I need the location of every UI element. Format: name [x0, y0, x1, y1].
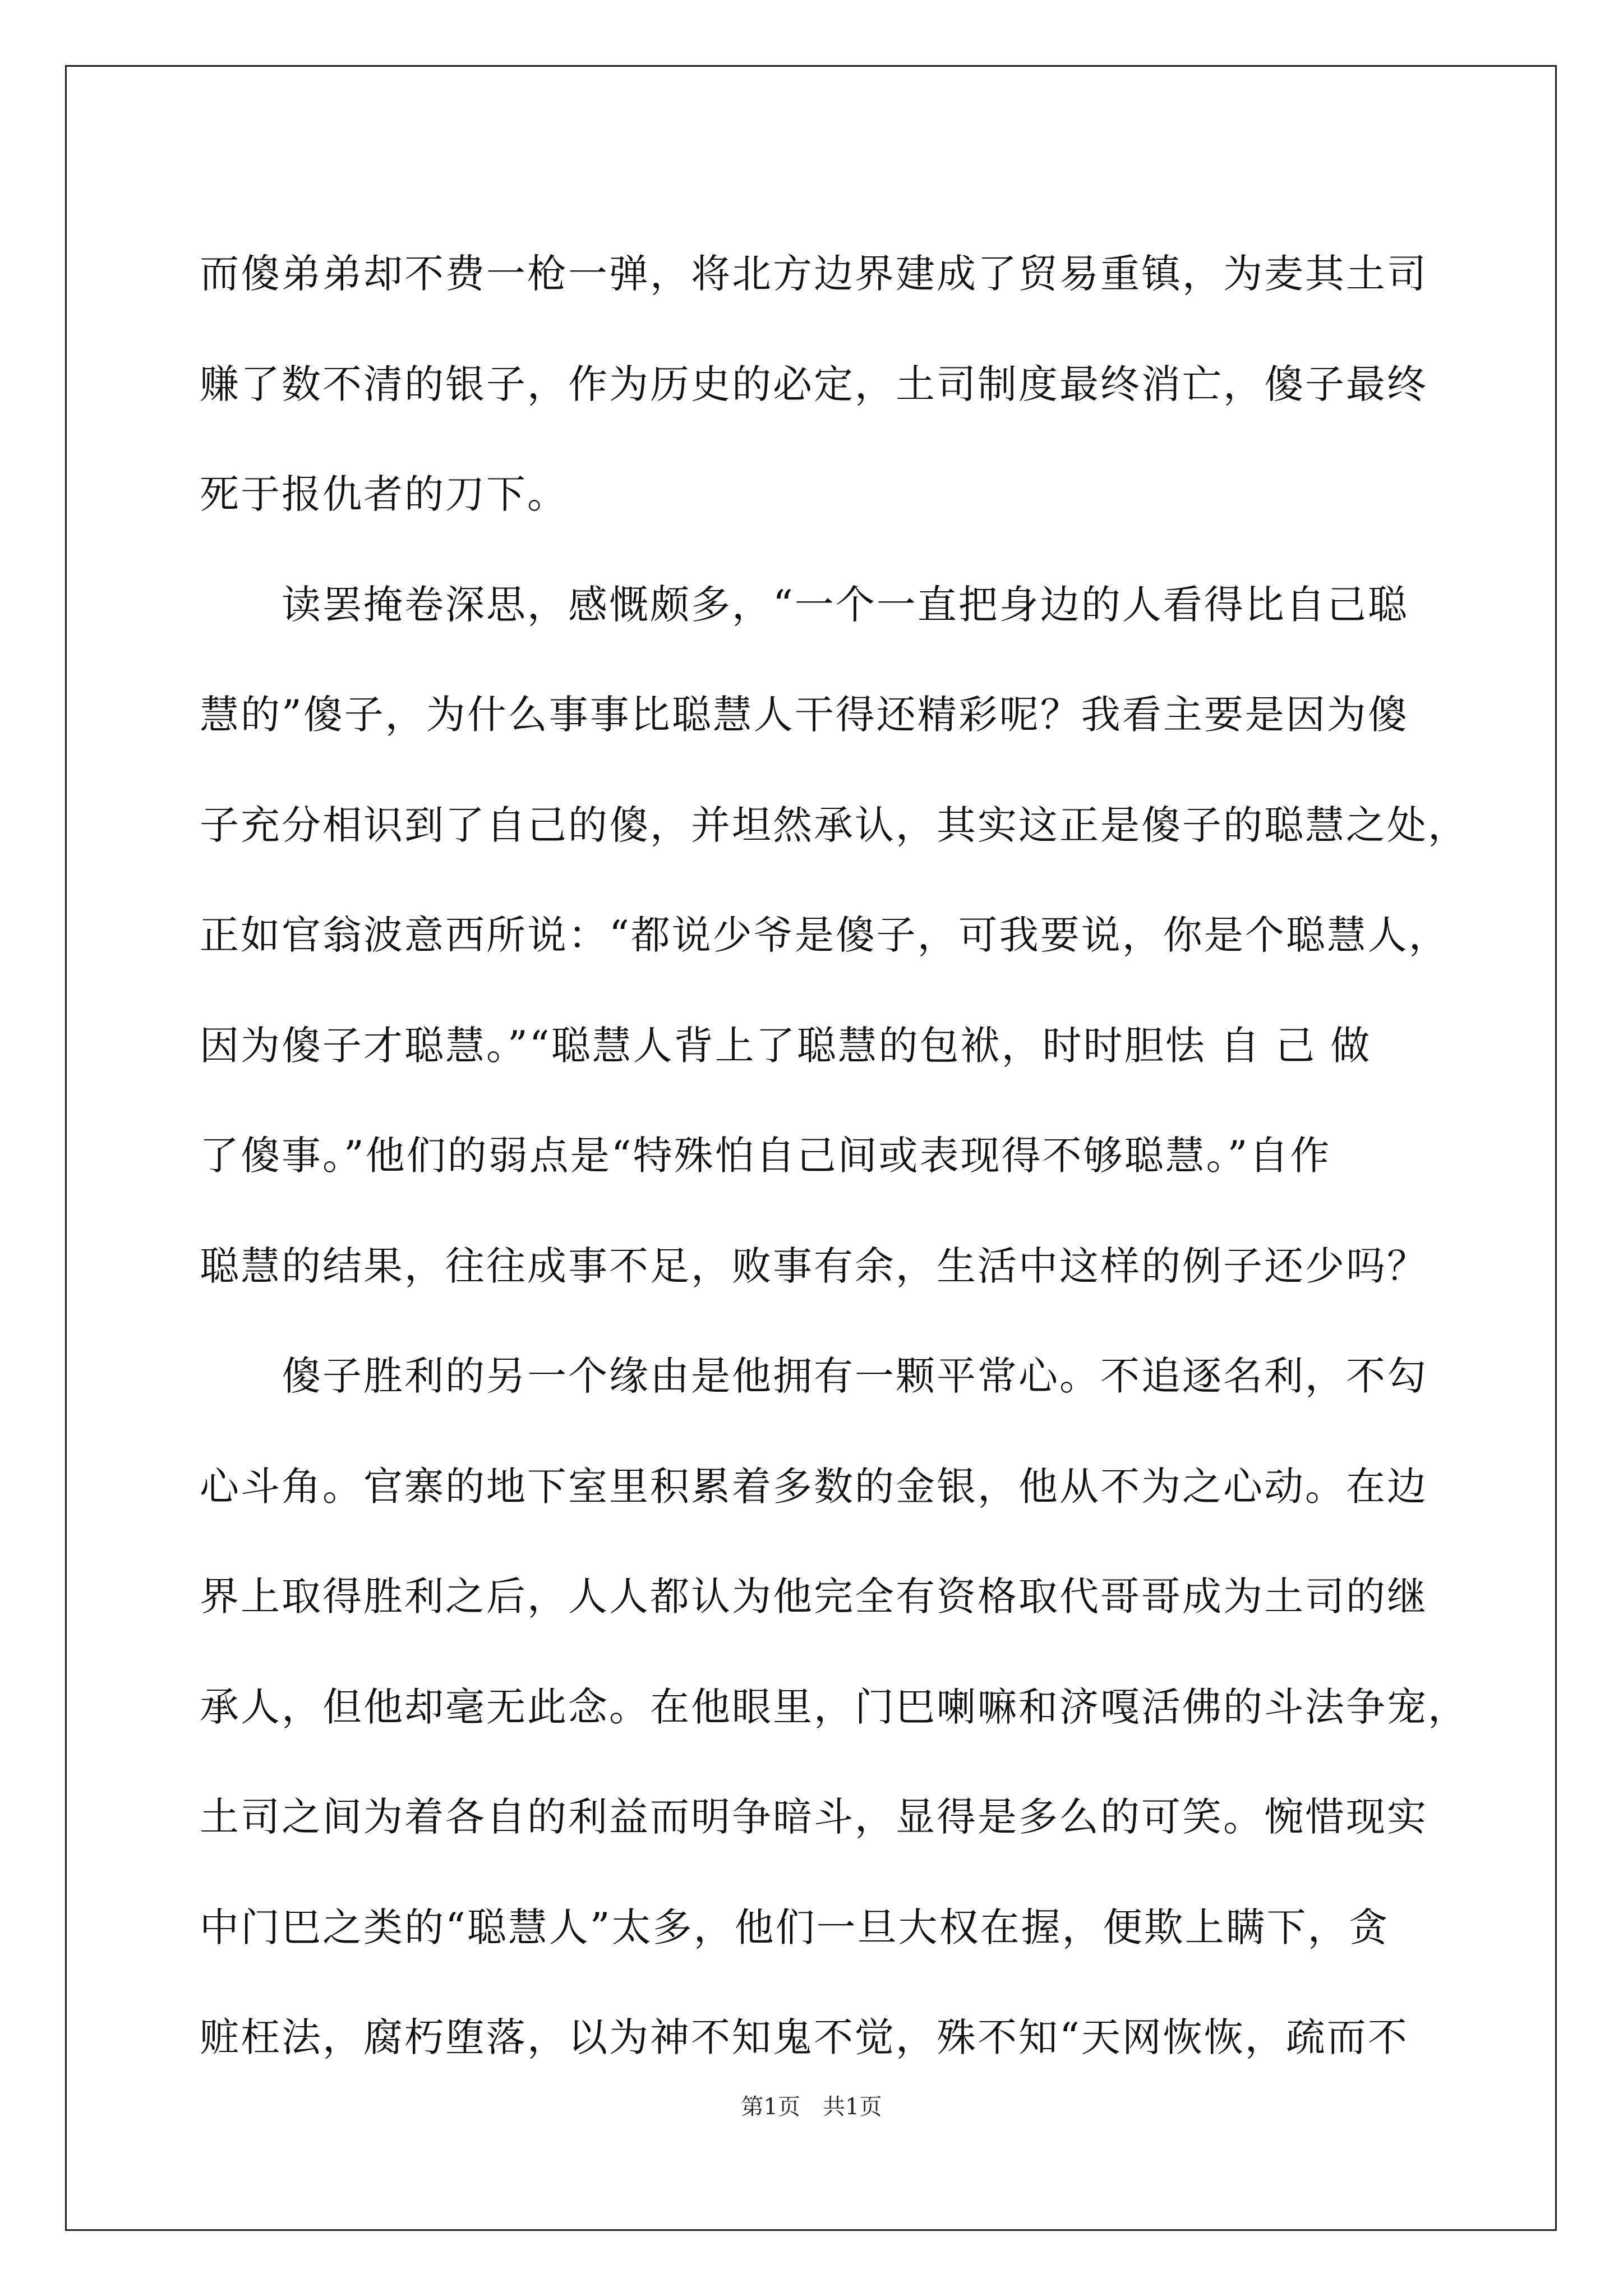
text-line: 中门巴之类的“聪慧人”太多，他们一旦大权在握，便欺上瞒下，贪 [200, 1904, 1390, 1950]
text-line: 心斗角。官寨的地下室里积累着多数的金银，他从不为之心动。在边 [200, 1463, 1428, 1510]
text-line: 土司之间为着各自的利益而明争暗斗，显得是多么的可笑。惋惜现实 [200, 1794, 1428, 1840]
text-line: 而傻弟弟却不费一枪一弹，将北方边界建成了贸易重镇，为麦其土司 [200, 251, 1428, 297]
text-line: 死于报仇者的刀下。 [200, 471, 568, 517]
text-line: 慧的”傻子，为什么事事比聪慧人干得还精彩呢？我看主要是因为傻 [200, 692, 1409, 738]
text-line: 读罢掩卷深思，感慨颇多，“一个一直把身边的人看得比自己聪 [200, 581, 1409, 628]
text-line: 赃枉法，腐朽堕落，以为神不知鬼不觉，殊不知“天网恢恢，疏而不 [200, 2014, 1409, 2060]
text-line: 承人，但他却毫无此念。在他眼里，门巴喇嘛和济嘎活佛的斗法争宠， [200, 1683, 1469, 1730]
document-body [200, 219, 1467, 2093]
page-footer: 第1页 共1页 [741, 2094, 882, 2120]
text-line: 赚了数不清的银子，作为历史的必定，土司制度最终消亡，傻子最终 [200, 361, 1428, 407]
text-line: 正如官翁波意西所说：“都说少爷是傻子，可我要说，你是个聪慧人， [200, 912, 1450, 958]
text-line: 聪慧的结果，往往成事不足，败事有余，生活中这样的例子还少吗？ [200, 1243, 1428, 1289]
text-line: 傻子胜利的另一个缘由是他拥有一颗平常心。不追逐名利，不勾 [200, 1353, 1428, 1399]
text-line: 了傻事。”他们的弱点是“特殊怕自己间或表现得不够聪慧。”自作 [200, 1133, 1331, 1179]
text-line: 子充分相识到了自己的傻，并坦然承认，其实这正是傻子的聪慧之处， [200, 802, 1469, 848]
text-line: 界上取得胜利之后，人人都认为他完全有资格取代哥哥成为土司的继 [200, 1573, 1428, 1619]
text-line: 因为傻子才聪慧。”“聪慧人背上了聪慧的包袱，时时胆怯 自 己 做 [200, 1022, 1372, 1069]
